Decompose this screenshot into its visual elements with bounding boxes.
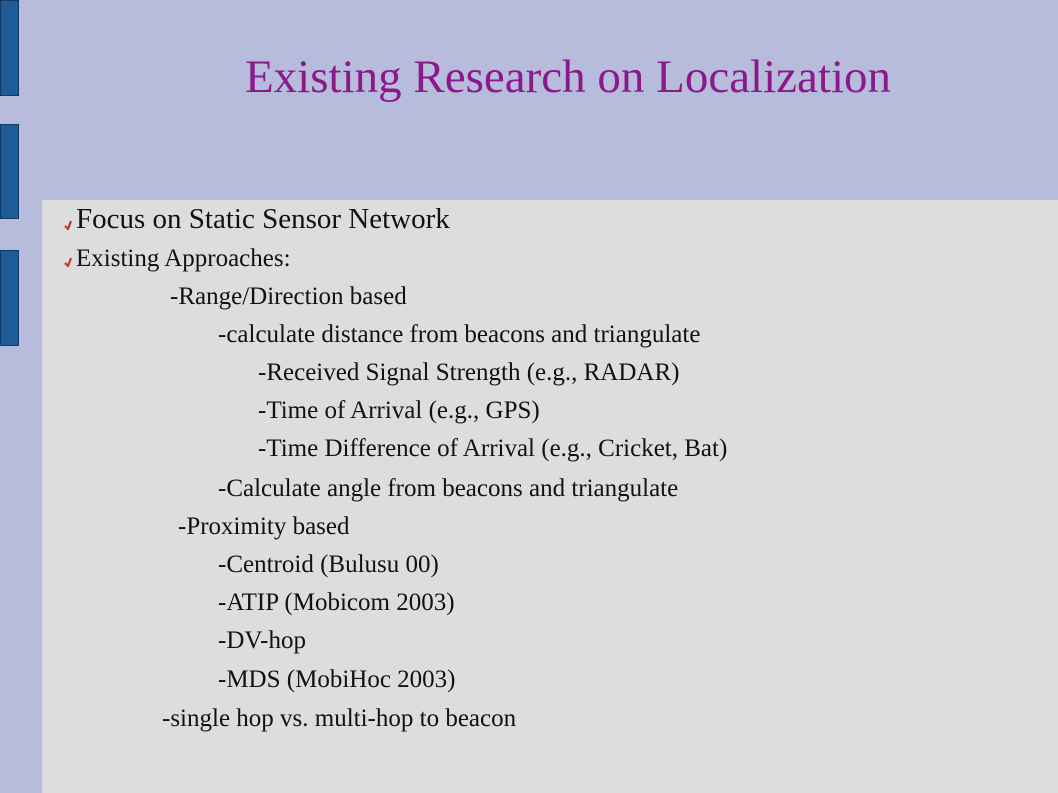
sub-item-calculate-angle: -Calculate angle from beacons and triangulate	[218, 475, 679, 502]
sub-item-toa: -Time of Arrival (e.g., GPS)	[258, 397, 540, 424]
bullet-icon	[64, 220, 72, 230]
left-accent-bar-3	[0, 250, 19, 346]
slide-title: Existing Research on Localization	[244, 51, 892, 103]
sub-item-proximity: -Proximity based	[178, 513, 350, 540]
sub-item-dv-hop: -DV-hop	[218, 627, 306, 654]
sub-item-mds: -MDS (MobiHoc 2003)	[218, 666, 456, 693]
left-accent-bar-2	[0, 124, 19, 219]
sub-item-range-direction: -Range/Direction based	[170, 283, 407, 310]
sub-item-atip: -ATIP (Mobicom 2003)	[218, 589, 455, 616]
bullet-item-focus: Focus on Static Sensor Network	[76, 203, 450, 235]
bullet-icon	[64, 257, 72, 267]
sub-item-rss: -Received Signal Strength (e.g., RADAR)	[258, 359, 680, 386]
sub-item-single-vs-multi-hop: -single hop vs. multi-hop to beacon	[162, 705, 517, 732]
sub-item-tdoa: -Time Difference of Arrival (e.g., Cricket, Bat)	[258, 435, 728, 462]
sub-item-calculate-distance: -calculate distance from beacons and triangulate	[218, 321, 701, 348]
slide-content	[42, 200, 1058, 793]
sub-item-centroid: -Centroid (Bulusu 00)	[218, 551, 439, 578]
bullet-item-approaches: Existing Approaches:	[76, 245, 291, 272]
